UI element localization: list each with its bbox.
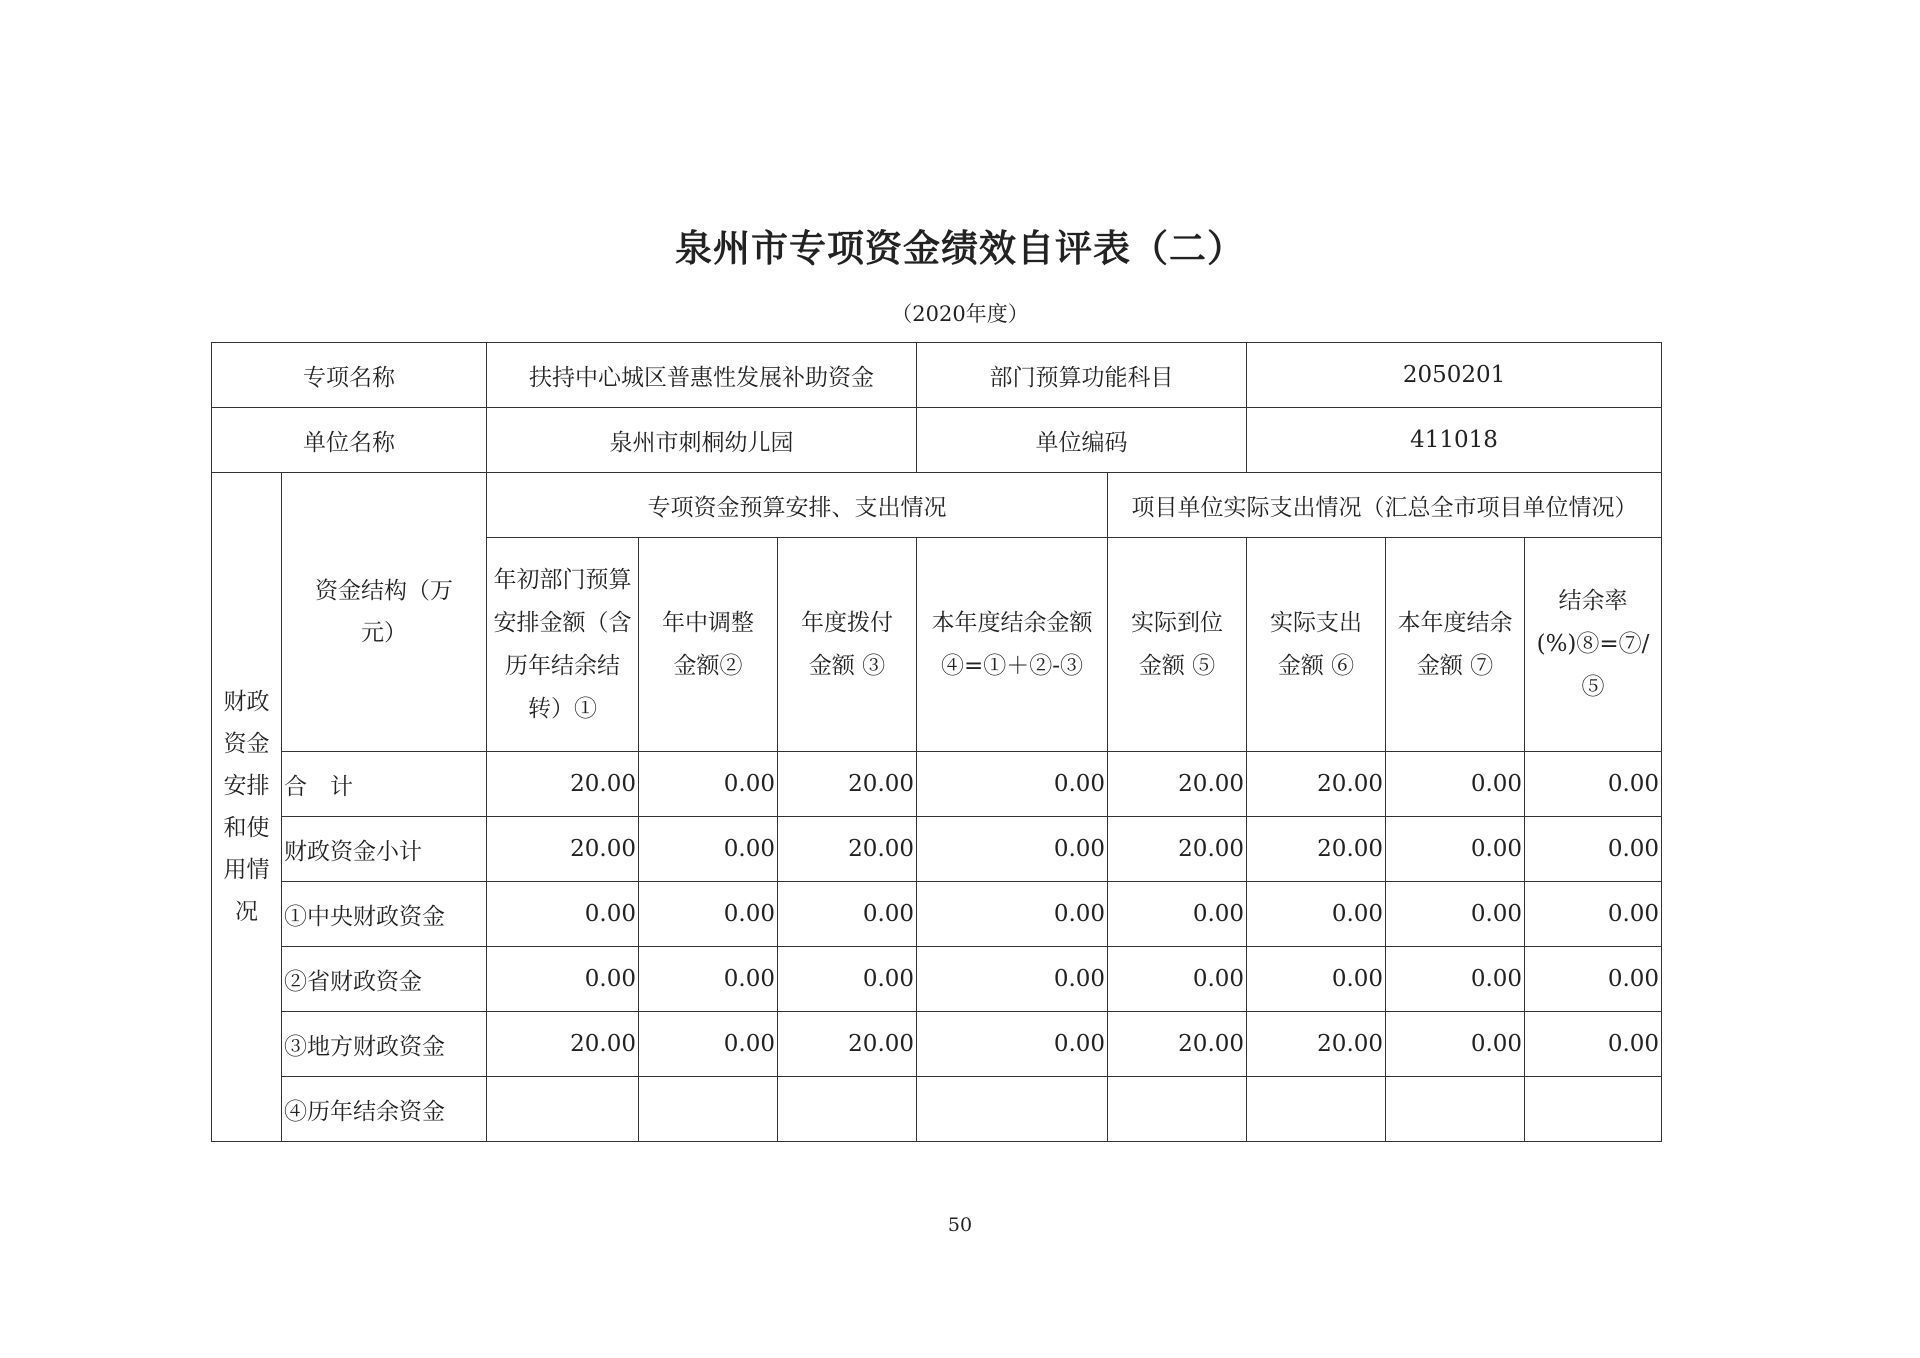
cell-value: 0.00: [917, 947, 1108, 1012]
row-label: ①中央财政资金: [282, 882, 487, 947]
table-row: [212, 1012, 1662, 1077]
cell-value: 0.00: [1108, 882, 1247, 947]
cell-value: 0.00: [639, 947, 778, 1012]
cell-value: 0.00: [1386, 752, 1525, 817]
cell-value: 0.00: [1386, 817, 1525, 882]
cell-value: [487, 1077, 639, 1142]
group-actual-header: 项目单位实际支出情况（汇总全市项目单位情况）: [1108, 473, 1662, 538]
cell-value: [639, 1077, 778, 1142]
column-header: 本年度结余金额 ⑦: [1386, 538, 1525, 752]
cell-value: 0.00: [639, 882, 778, 947]
cell-value: 0.00: [639, 752, 778, 817]
cell-value: 20.00: [778, 752, 917, 817]
cell-value: 0.00: [1386, 1012, 1525, 1077]
column-header: 年中调整金额②: [639, 538, 778, 752]
cell-value: 20.00: [487, 1012, 639, 1077]
row-label: ③地方财政资金: [282, 1012, 487, 1077]
document-title: 泉州市专项资金绩效自评表（二）: [675, 227, 1245, 270]
cell-value: 0.00: [1525, 947, 1662, 1012]
project-label: 专项名称: [212, 343, 487, 408]
cell-value: [1386, 1077, 1525, 1142]
cell-value: 0.00: [1247, 882, 1386, 947]
column-header: 结余率(%)⑧=⑦/⑤: [1525, 538, 1662, 752]
budget-subject-value: 2050201: [1247, 343, 1662, 408]
column-header: 实际到位金额 ⑤: [1108, 538, 1247, 752]
table-row: [212, 1077, 1662, 1142]
side-label: 财政资金安排和使用情况: [212, 473, 282, 1142]
cell-value: 0.00: [778, 882, 917, 947]
cell-value: [1247, 1077, 1386, 1142]
cell-value: [778, 1077, 917, 1142]
cell-value: 0.00: [487, 882, 639, 947]
cell-value: 20.00: [1247, 752, 1386, 817]
structure-label: 资金结构（万元）: [282, 473, 487, 752]
cell-value: 0.00: [1386, 947, 1525, 1012]
column-header: 实际支出金额 ⑥: [1247, 538, 1386, 752]
cell-value: 0.00: [917, 882, 1108, 947]
cell-value: 20.00: [1108, 1012, 1247, 1077]
cell-value: 20.00: [1247, 817, 1386, 882]
cell-value: 20.00: [1247, 1012, 1386, 1077]
cell-value: 20.00: [778, 1012, 917, 1077]
column-header: 年度拨付金额 ③: [778, 538, 917, 752]
cell-value: 0.00: [917, 752, 1108, 817]
cell-value: 0.00: [1525, 882, 1662, 947]
cell-value: 0.00: [639, 817, 778, 882]
cell-value: 20.00: [487, 817, 639, 882]
budget-subject-label: 部门预算功能科目: [917, 343, 1247, 408]
cell-value: 20.00: [1108, 752, 1247, 817]
table-row: [212, 817, 1662, 882]
cell-value: 0.00: [639, 1012, 778, 1077]
row-label: 合 计: [282, 752, 487, 817]
cell-value: 20.00: [778, 817, 917, 882]
row-label: ②省财政资金: [282, 947, 487, 1012]
document-subtitle: （2020年度）: [891, 302, 1029, 326]
evaluation-table: [211, 342, 1662, 1142]
cell-value: [1525, 1077, 1662, 1142]
cell-value: 0.00: [1247, 947, 1386, 1012]
project-value: 扶持中心城区普惠性发展补助资金: [487, 343, 917, 408]
group-header-row: [212, 473, 1662, 538]
unit-value: 泉州市刺桐幼儿园: [487, 408, 917, 473]
table-row: [212, 752, 1662, 817]
unit-code-label: 单位编码: [917, 408, 1247, 473]
table-row: [212, 882, 1662, 947]
cell-value: 0.00: [1525, 752, 1662, 817]
project-row: [212, 343, 1662, 408]
cell-value: 0.00: [1525, 1012, 1662, 1077]
column-header: 本年度结余金额④=①＋②-③: [917, 538, 1108, 752]
cell-value: 0.00: [1386, 882, 1525, 947]
cell-value: 0.00: [917, 817, 1108, 882]
row-label: ④历年结余资金: [282, 1077, 487, 1142]
page-number: 50: [947, 1214, 973, 1236]
cell-value: 0.00: [778, 947, 917, 1012]
cell-value: 0.00: [487, 947, 639, 1012]
column-header: 年初部门预算安排金额（含历年结余结转）①: [487, 538, 639, 752]
cell-value: 20.00: [1108, 817, 1247, 882]
unit-label: 单位名称: [212, 408, 487, 473]
cell-value: [1108, 1077, 1247, 1142]
cell-value: 20.00: [487, 752, 639, 817]
cell-value: [917, 1077, 1108, 1142]
table-row: [212, 947, 1662, 1012]
cell-value: 0.00: [1525, 817, 1662, 882]
cell-value: 0.00: [1108, 947, 1247, 1012]
group-budget-header: 专项资金预算安排、支出情况: [487, 473, 1108, 538]
unit-row: [212, 408, 1662, 473]
unit-code-value: 411018: [1247, 408, 1662, 473]
row-label: 财政资金小计: [282, 817, 487, 882]
cell-value: 0.00: [917, 1012, 1108, 1077]
